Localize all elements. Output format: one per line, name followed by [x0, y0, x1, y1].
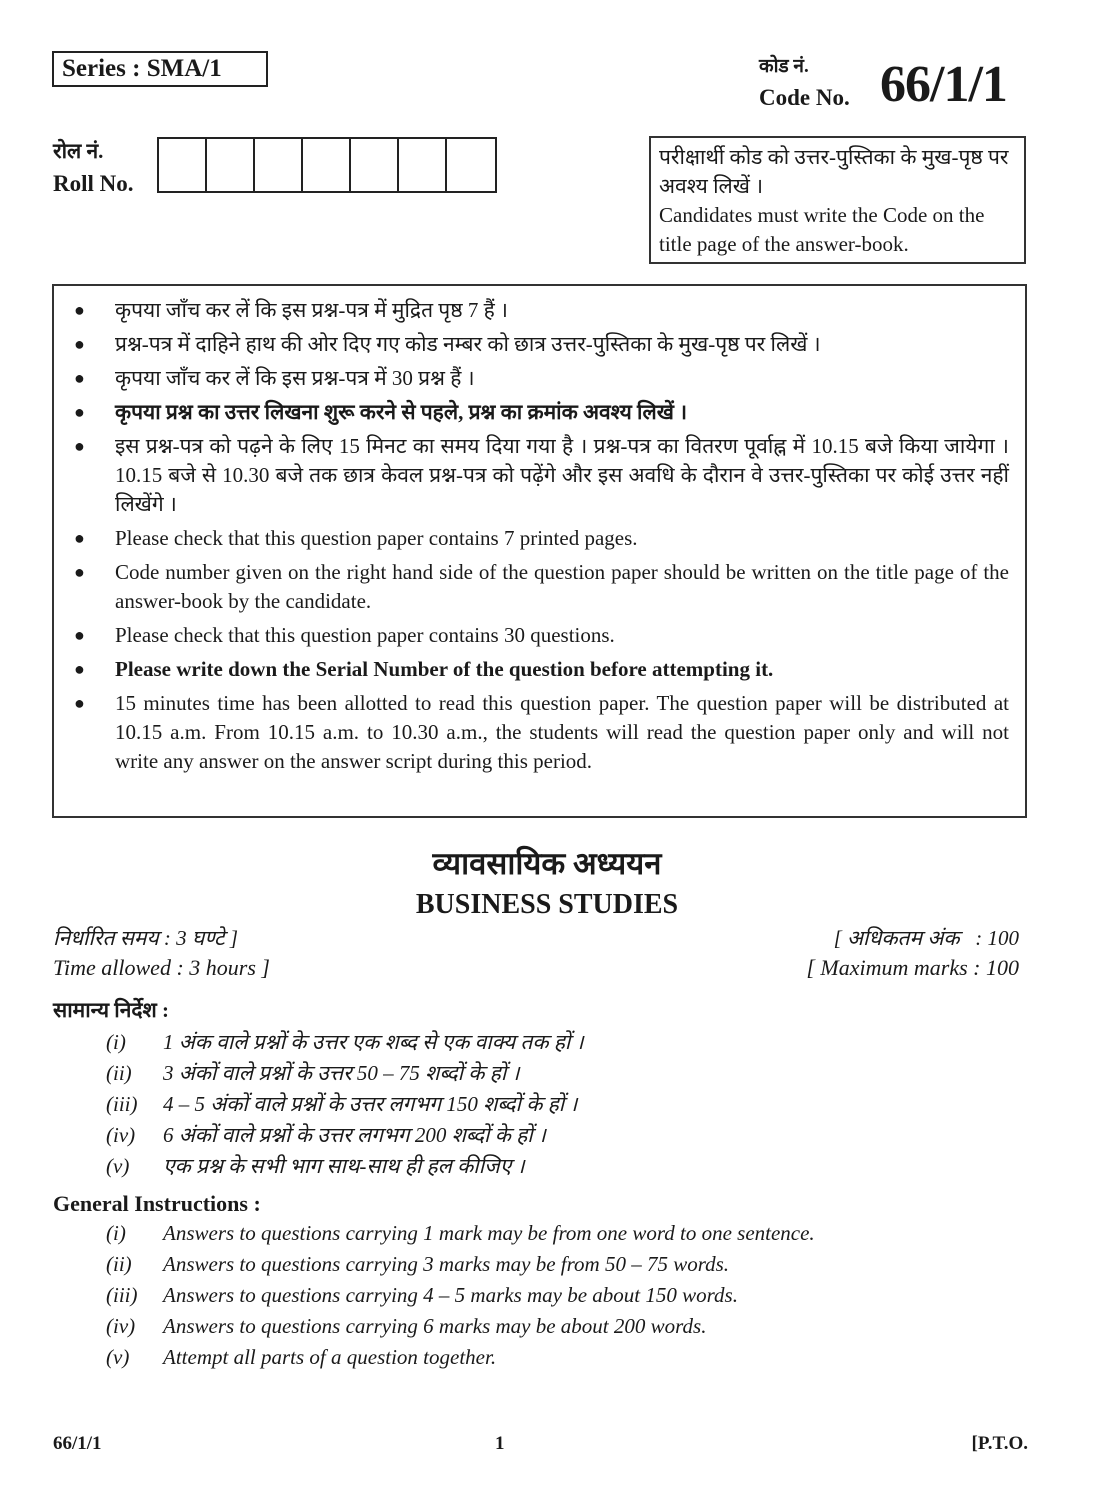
item-number: (iv): [106, 1314, 136, 1338]
instruction-text: Please check that this question paper contains 7 printed pages.: [115, 526, 638, 550]
item-text: Attempt all parts of a question together.: [163, 1345, 497, 1369]
bullet-icon: ●: [74, 562, 85, 582]
instructions-box: [52, 284, 1027, 818]
item-number: (v): [106, 1154, 130, 1178]
roll-digit-box[interactable]: [303, 139, 351, 191]
subject-title-hindi: व्यावसायिक अध्ययन: [432, 846, 662, 881]
instruction-text: कृपया जाँच कर लें कि इस प्रश्न-पत्र में मुद्रित पृष्ठ 7 हैं ।: [115, 298, 508, 322]
instruction-item: [74, 655, 1009, 684]
instruction-item: [74, 689, 1009, 776]
instruction-item: [74, 296, 1009, 325]
instruction-text: 15 minutes time has been allotted to read this question paper. The question paper will be distributed at 10.15 a.m. From 10.15 a.m. to 10.30 a.m., the students will read the question paper only and will not write any answer on the answer script during this period.: [115, 691, 1009, 773]
item-text: Answers to questions carrying 3 marks may be from 50 – 75 words.: [163, 1252, 730, 1276]
instruction-item: [74, 558, 1009, 616]
general-instructions-english: [106, 1218, 815, 1373]
bullet-icon: ●: [74, 334, 85, 354]
bullet-icon: ●: [74, 368, 85, 388]
bullet-icon: ●: [74, 528, 85, 548]
code-notice-box: [649, 136, 1026, 264]
item-text: 6 अंकों वाले प्रश्नों के उत्तर लगभग 200 शब्दों के हों ।: [163, 1123, 546, 1147]
item-number: (i): [106, 1030, 126, 1054]
footer-code: 66/1/1: [53, 1433, 102, 1454]
item-number: (ii): [106, 1252, 132, 1276]
general-instruction-item: [106, 1089, 584, 1120]
instructions-list: [74, 296, 1009, 776]
general-instruction-item: [106, 1342, 815, 1373]
bullet-icon: ●: [74, 436, 85, 456]
general-instruction-item: [106, 1218, 815, 1249]
instruction-text: कृपया जाँच कर लें कि इस प्रश्न-पत्र में 30 प्रश्न हैं ।: [115, 366, 475, 390]
code-number: 66/1/1: [880, 56, 1007, 113]
instruction-text: Please write down the Serial Number of the question before attempting it.: [115, 657, 774, 681]
please-turn-over: [P.T.O.: [971, 1433, 1028, 1454]
instruction-text: Code number given on the right hand side of the question paper should be written on the title page of the answer-book by the candidate.: [115, 560, 1009, 613]
item-number: (v): [106, 1345, 130, 1369]
roll-number-boxes[interactable]: [157, 137, 497, 193]
general-instruction-item: [106, 1280, 815, 1311]
subject-title-english: BUSINESS STUDIES: [415, 889, 679, 920]
general-instruction-item: [106, 1058, 584, 1089]
item-text: Answers to questions carrying 6 marks may be about 200 words.: [163, 1314, 707, 1338]
roll-digit-box[interactable]: [255, 139, 303, 191]
roll-label-hindi: रोल नं.: [53, 139, 104, 163]
roll-label-english: Roll No.: [53, 171, 134, 196]
item-number: (iii): [106, 1283, 138, 1307]
item-number: (iv): [106, 1123, 136, 1147]
bullet-icon: ●: [74, 659, 85, 679]
bullet-icon: ●: [74, 693, 85, 713]
general-instruction-item: [106, 1311, 815, 1342]
notice-hindi: परीक्षार्थी कोड को उत्तर-पुस्तिका के मुख-पृष्ठ पर अवश्य लिखें ।: [659, 145, 1009, 198]
code-label-hindi: कोड नं.: [759, 56, 809, 77]
bullet-icon: ●: [74, 625, 85, 645]
instruction-text: Please check that this question paper contains 30 questions.: [115, 623, 615, 647]
item-text: 1 अंक वाले प्रश्नों के उत्तर एक शब्द से एक वाक्य तक हों ।: [163, 1030, 584, 1054]
code-label-english: Code No.: [759, 85, 850, 110]
item-text: 3 अंकों वाले प्रश्नों के उत्तर 50 – 75 शब्दों के हों ।: [163, 1061, 520, 1085]
item-text: Answers to questions carrying 4 – 5 marks may be about 150 words.: [163, 1283, 738, 1307]
bullet-icon: ●: [74, 300, 85, 320]
item-number: (ii): [106, 1061, 132, 1085]
item-text: एक प्रश्न के सभी भाग साथ-साथ ही हल कीजिए ।: [163, 1154, 525, 1178]
roll-digit-box[interactable]: [207, 139, 255, 191]
general-instructions-heading-hindi: सामान्य निर्देश :: [53, 998, 170, 1022]
general-instruction-item: [106, 1027, 584, 1058]
item-number: (i): [106, 1221, 126, 1245]
general-instruction-item: [106, 1151, 584, 1182]
page-number: 1: [495, 1433, 505, 1454]
series-label: Series : SMA/1: [52, 51, 268, 87]
max-marks-english: [ Maximum marks : 100: [806, 955, 1019, 980]
instruction-item: [74, 364, 1009, 393]
general-instruction-item: [106, 1120, 584, 1151]
item-number: (iii): [106, 1092, 138, 1116]
time-allowed-hindi: निर्धारित समय : 3 घण्टे ]: [53, 926, 239, 950]
general-instructions-heading-english: General Instructions :: [53, 1191, 261, 1216]
instruction-text: इस प्रश्न-पत्र को पढ़ने के लिए 15 मिनट का समय दिया गया है । प्रश्न-पत्र का वितरण पूर्वाह्न में 10.15 बजे किया जायेगा । 10.15 बजे से 10.30 बजे तक छात्र केवल प्रश्न-पत्र को पढ़ेंगे और इस अवधि के दौरान वे उत्तर-पुस्तिका पर कोई उत्तर नहीं लिखेंगे ।: [115, 434, 1009, 516]
instruction-text: कृपया प्रश्न का उत्तर लिखना शुरू करने से पहले, प्रश्न का क्रमांक अवश्य लिखें ।: [115, 400, 688, 424]
max-marks-hindi: [ अधिकतम अंक : 100: [833, 926, 1019, 950]
instruction-item: [74, 398, 1009, 427]
instruction-item: [74, 330, 1009, 359]
roll-digit-box[interactable]: [447, 139, 495, 191]
bullet-icon: ●: [74, 402, 85, 422]
instruction-text: प्रश्न-पत्र में दाहिने हाथ की ओर दिए गए कोड नम्बर को छात्र उत्तर-पुस्तिका के मुख-पृष्ठ पर लिखें ।: [115, 332, 821, 356]
general-instruction-item: [106, 1249, 815, 1280]
notice-english: Candidates must write the Code on the title page of the answer-book.: [659, 203, 985, 256]
instruction-item: [74, 621, 1009, 650]
item-text: 4 – 5 अंकों वाले प्रश्नों के उत्तर लगभग 150 शब्दों के हों ।: [163, 1092, 578, 1116]
roll-digit-box[interactable]: [399, 139, 447, 191]
roll-digit-box[interactable]: [159, 139, 207, 191]
instruction-item: [74, 524, 1009, 553]
time-allowed-english: Time allowed : 3 hours ]: [53, 955, 270, 980]
roll-digit-box[interactable]: [351, 139, 399, 191]
item-text: Answers to questions carrying 1 mark may be from one word to one sentence.: [163, 1221, 815, 1245]
general-instructions-hindi: [106, 1027, 584, 1182]
instruction-item: [74, 432, 1009, 519]
